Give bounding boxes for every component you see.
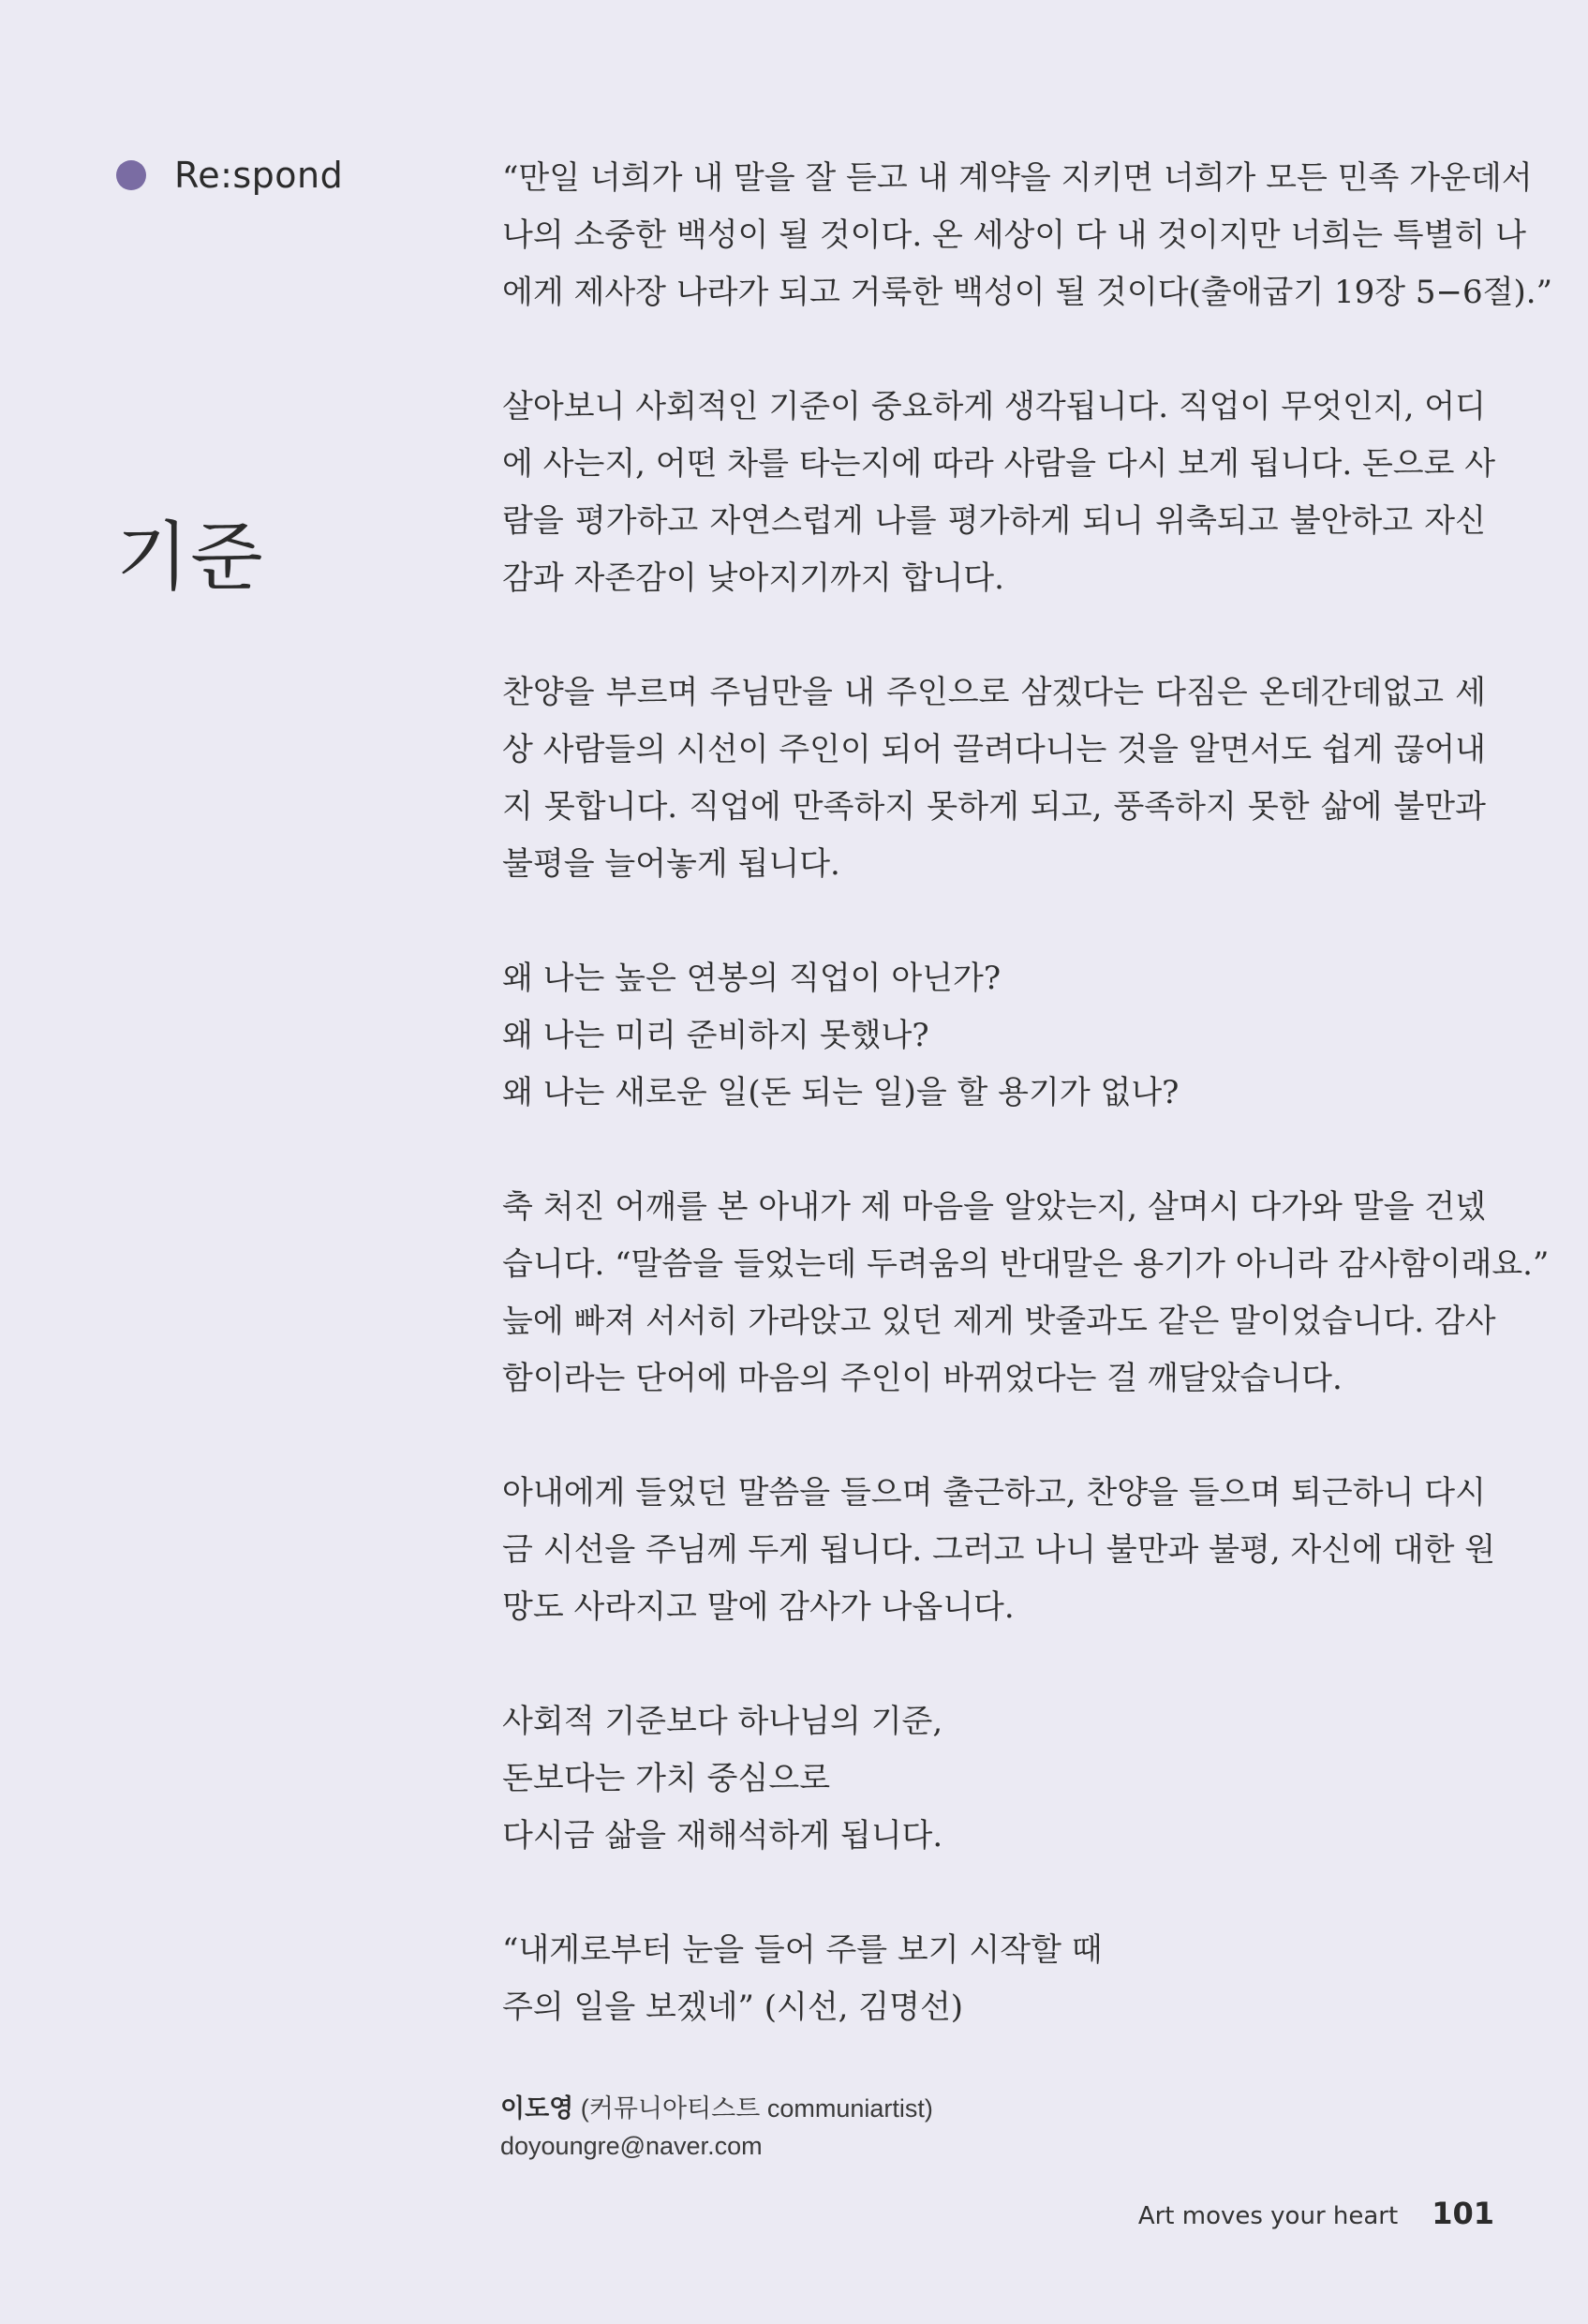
author-name: 이도영 [500, 2094, 574, 2123]
text-line: 감과 자존감이 낮아지기까지 합니다. [502, 559, 1004, 597]
article-body [502, 150, 1552, 2093]
text-line: 람을 평가하고 자연스럽게 나를 평가하게 되니 위축되고 불안하고 자신 [502, 502, 1486, 540]
text-line: 상 사람들의 시선이 주인이 되어 끌려다니는 것을 알면서도 쉽게 끊어내 [502, 731, 1486, 768]
text-line: 축 처진 어깨를 본 아내가 제 마음을 알았는지, 살며시 다가와 말을 건넸 [502, 1188, 1486, 1226]
text-line: 습니다. “말씀을 들었는데 두려움의 반대말은 용기가 아니라 감사함이래요.” [502, 1245, 1550, 1283]
body-paragraph [502, 150, 1552, 321]
author-block [500, 2090, 933, 2165]
body-paragraph [502, 379, 1496, 607]
body-paragraph [502, 1693, 1486, 1865]
text-line: 돈보다는 가치 중심으로 [502, 1760, 831, 1797]
author-email: doyoungre@naver.com [500, 2132, 763, 2160]
text-line: 늪에 빠져 서서히 가라앉고 있던 제게 밧줄과도 같은 말이었습니다. 감사 [502, 1303, 1496, 1340]
text-line: “만일 너희가 내 말을 잘 듣고 내 계약을 지키면 너희가 모든 민족 가운데서 [502, 159, 1533, 197]
section-bullet-icon [116, 160, 146, 190]
text-line: 불평을 늘어놓게 됩니다. [502, 845, 840, 883]
body-paragraph [502, 950, 1486, 1122]
author-role: (커뮤니아티스트 communiartist) [580, 2094, 933, 2123]
page-footer [1138, 2196, 1494, 2231]
text-line: 찬양을 부르며 주님만을 내 주인으로 삼겠다는 다짐은 온데간데없고 세 [502, 674, 1486, 711]
text-line: 에 사는지, 어떤 차를 타는지에 따라 사람을 다시 보게 됩니다. 돈으로 사 [502, 445, 1496, 483]
body-paragraph [502, 664, 1486, 893]
author-line [500, 2090, 933, 2127]
text-line: 왜 나는 새로운 일(돈 되는 일)을 할 용기가 없나? [502, 1074, 1180, 1111]
text-line: “내게로부터 눈을 들어 주를 보기 시작할 때 [502, 1931, 1103, 1969]
text-line: 사회적 기준보다 하나님의 기준, [502, 1703, 943, 1740]
text-line: 아내에게 들었던 말씀을 들으며 출근하고, 찬양을 들으며 퇴근하니 다시 [502, 1474, 1486, 1512]
magazine-tagline: Art moves your heart [1137, 2202, 1399, 2230]
body-paragraph [502, 1465, 1496, 1636]
section-name: Re:spond [174, 155, 344, 196]
text-line: 에게 제사장 나라가 되고 거룩한 백성이 될 것이다(출애굽기 19장 5−6절).” [502, 274, 1552, 311]
text-line: 지 못합니다. 직업에 만족하지 못하게 되고, 풍족하지 못한 삶에 불만과 [502, 788, 1486, 826]
text-line: 왜 나는 미리 준비하지 못했나? [502, 1017, 929, 1054]
text-line: 나의 소중한 백성이 될 것이다. 온 세상이 다 내 것이지만 너희는 특별히 나 [502, 216, 1526, 254]
section-label [116, 155, 343, 196]
text-line: 왜 나는 높은 연봉의 직업이 아닌가? [502, 960, 1002, 997]
text-line: 다시금 삶을 재해석하게 됩니다. [502, 1817, 943, 1855]
body-paragraph [502, 1922, 1486, 2036]
text-line: 주의 일을 보겠네” (시선, 김명선) [502, 1989, 964, 2026]
text-line: 함이라는 단어에 마음의 주인이 바뀌었다는 걸 깨달았습니다. [502, 1360, 1343, 1397]
text-line: 금 시선을 주님께 두게 됩니다. 그러고 나니 불만과 불평, 자신에 대한 원 [502, 1531, 1496, 1569]
page-number: 101 [1432, 2196, 1494, 2231]
article-title: 기준 [116, 514, 265, 601]
text-line: 망도 사라지고 말에 감사가 나옵니다. [502, 1588, 1015, 1626]
body-paragraph [502, 1179, 1550, 1408]
text-line: 살아보니 사회적인 기준이 중요하게 생각됩니다. 직업이 무엇인지, 어디 [502, 388, 1486, 425]
